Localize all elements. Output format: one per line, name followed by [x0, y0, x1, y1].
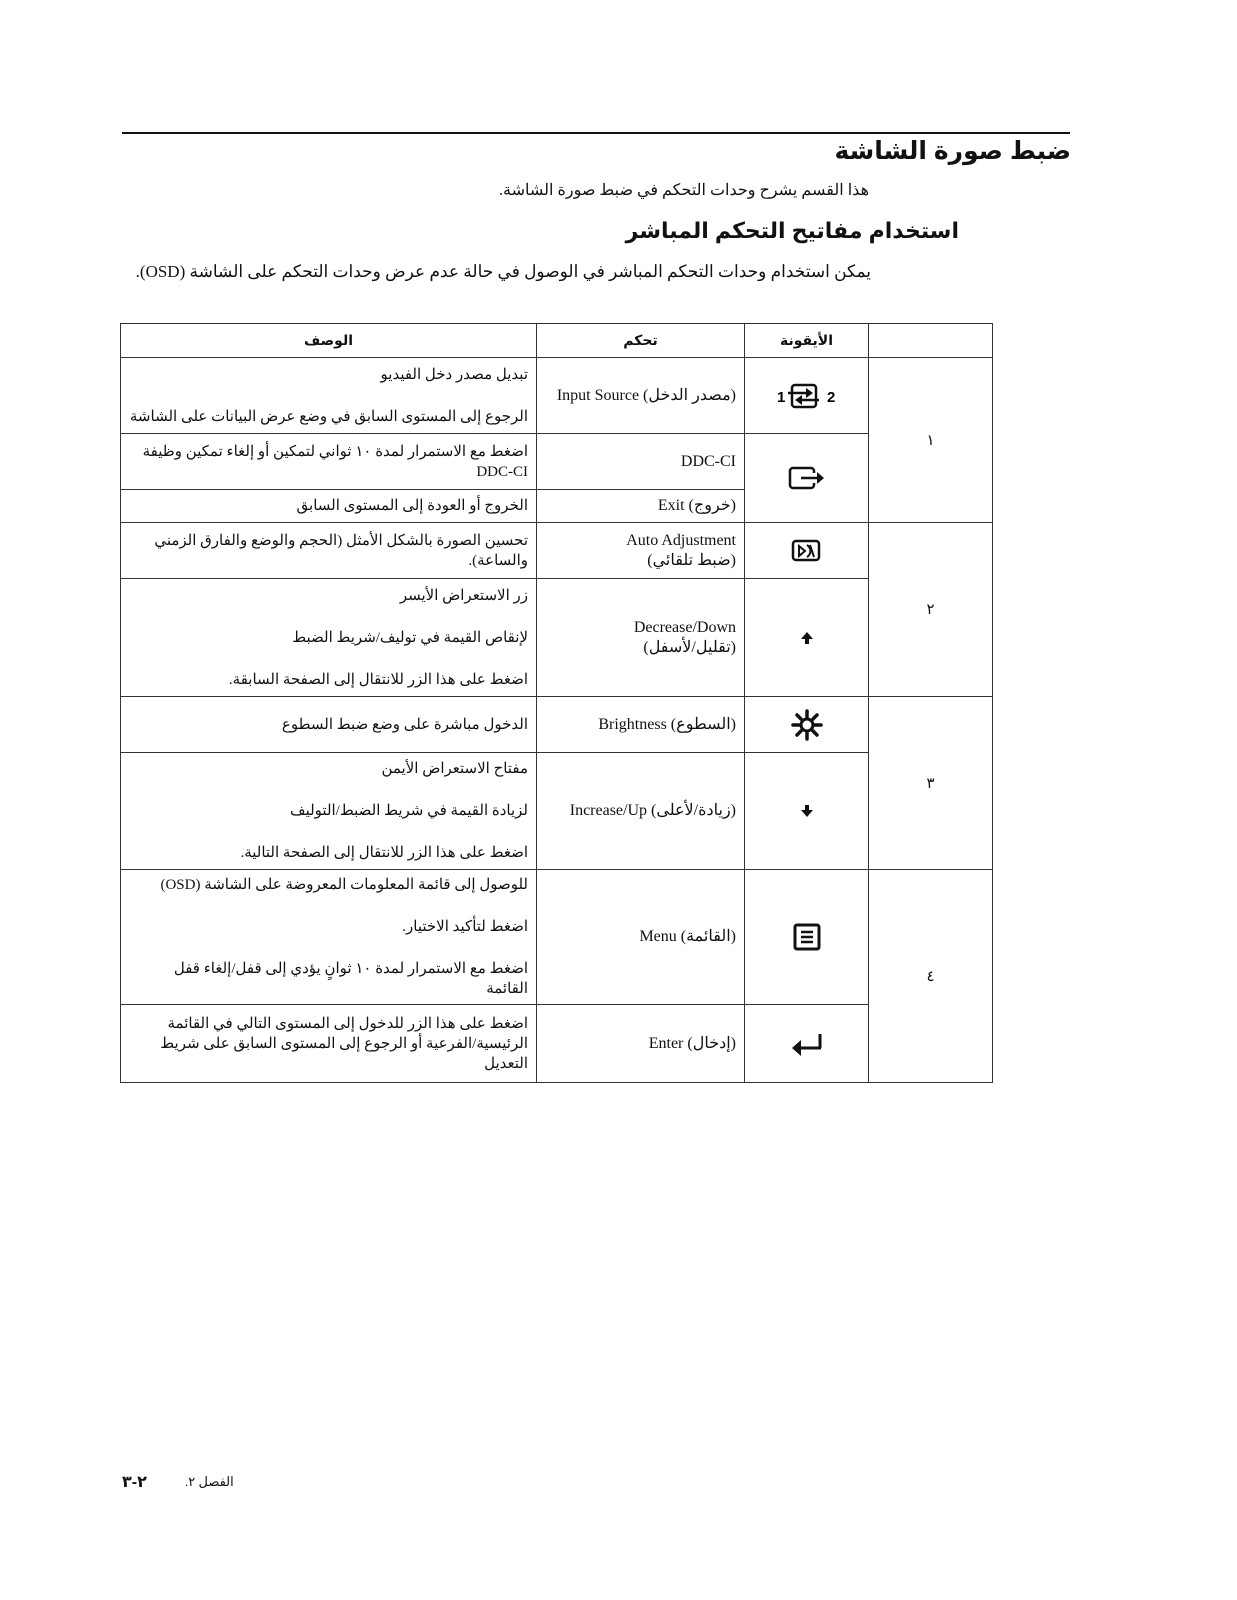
row-description: الخروج أو العودة إلى المستوى السابق — [121, 490, 537, 523]
row-control: Brightness (السطوع) — [537, 697, 745, 753]
table-row — [121, 434, 993, 490]
enter-icon — [745, 1005, 869, 1083]
group-number: ٣ — [869, 697, 993, 870]
header-description: الوصف — [121, 324, 537, 358]
menu-icon — [745, 870, 869, 1005]
page-number: ٢-٣ — [122, 1474, 147, 1491]
row-control: Increase/Up (زيادة/لأعلى) — [537, 753, 745, 870]
header-icons: الأيقونة — [745, 324, 869, 358]
controls-table — [120, 323, 993, 1083]
input-source-icon — [745, 358, 869, 434]
row-description: اضغط مع الاستمرار لمدة ١٠ ثواني لتمكين أو إلغاء تمكين وظيفة DDC-CI — [121, 434, 537, 490]
header-control: تحكم — [537, 324, 745, 358]
brightness-icon — [745, 697, 869, 753]
arrow-down-icon — [745, 753, 869, 870]
row-description: الدخول مباشرة على وضع ضبط السطوع — [121, 697, 537, 753]
table-row — [121, 523, 993, 579]
intro-text: هذا القسم يشرح وحدات التحكم في ضبط صورة الشاشة. — [499, 182, 869, 199]
arrow-up-icon — [745, 579, 869, 697]
section-intro: يمكن استخدام وحدات التحكم المباشر في الوصول في حالة عدم عرض وحدات التحكم على الشاشة (OSD). — [135, 262, 871, 281]
row-description: زر الاستعراض الأيسر لإنقاص القيمة في توليف/شريط الضبط اضغط على هذا الزر للانتقال إلى الصفحة السابقة. — [121, 579, 537, 697]
svg-text:1: 1 — [776, 388, 785, 406]
row-control: Enter (إدخال) — [537, 1005, 745, 1083]
row-control: DDC-CI — [537, 434, 745, 490]
table-header-row — [121, 324, 993, 358]
row-control: Decrease/Down (تقليل/لأسفل) — [537, 579, 745, 697]
row-control: Menu (القائمة) — [537, 870, 745, 1005]
table-row — [121, 697, 993, 753]
group-number: ١ — [869, 358, 993, 523]
row-control: Auto Adjustment (ضبط تلقائي) — [537, 523, 745, 579]
table-row — [121, 579, 993, 697]
row-description: اضغط على هذا الزر للدخول إلى المستوى التالي في القائمة الرئيسية/الفرعية أو الرجوع إلى المستوى السابق على شريط التعديل — [121, 1005, 537, 1083]
table-row — [121, 1005, 993, 1083]
exit-icon — [745, 434, 869, 523]
group-number: ٢ — [869, 523, 993, 697]
svg-text:2: 2 — [826, 388, 835, 406]
header-rule — [122, 132, 1070, 134]
header-group — [869, 324, 993, 358]
row-control: Exit (خروج) — [537, 490, 745, 523]
group-number: ٤ — [869, 870, 993, 1083]
section-title: استخدام مفاتيح التحكم المباشر — [625, 218, 959, 243]
table-row — [121, 358, 993, 434]
page-title: ضبط صورة الشاشة — [834, 137, 1071, 165]
auto-adjust-icon — [745, 523, 869, 579]
row-description: تحسين الصورة بالشكل الأمثل (الحجم والوضع والفارق الزمني والساعة). — [121, 523, 537, 579]
row-control: Input Source (مصدر الدخل) — [537, 358, 745, 434]
table-row — [121, 870, 993, 1005]
row-description: مفتاح الاستعراض الأيمن لزيادة القيمة في شريط الضبط/التوليف اضغط على هذا الزر للانتقال إلى الصفحة التالية. — [121, 753, 537, 870]
row-description: للوصول إلى قائمة المعلومات المعروضة على الشاشة (OSD) اضغط لتأكيد الاختيار. اضغط مع الاستمرار لمدة ١٠ ثوانٍ يؤدي إلى قفل/إلغاء قفل القائمة — [121, 870, 537, 1005]
row-description: تبديل مصدر دخل الفيديو الرجوع إلى المستوى السابق في وضع عرض البيانات على الشاشة — [121, 358, 537, 434]
table-row — [121, 753, 993, 870]
chapter-label: الفصل ٢. — [185, 1474, 234, 1489]
